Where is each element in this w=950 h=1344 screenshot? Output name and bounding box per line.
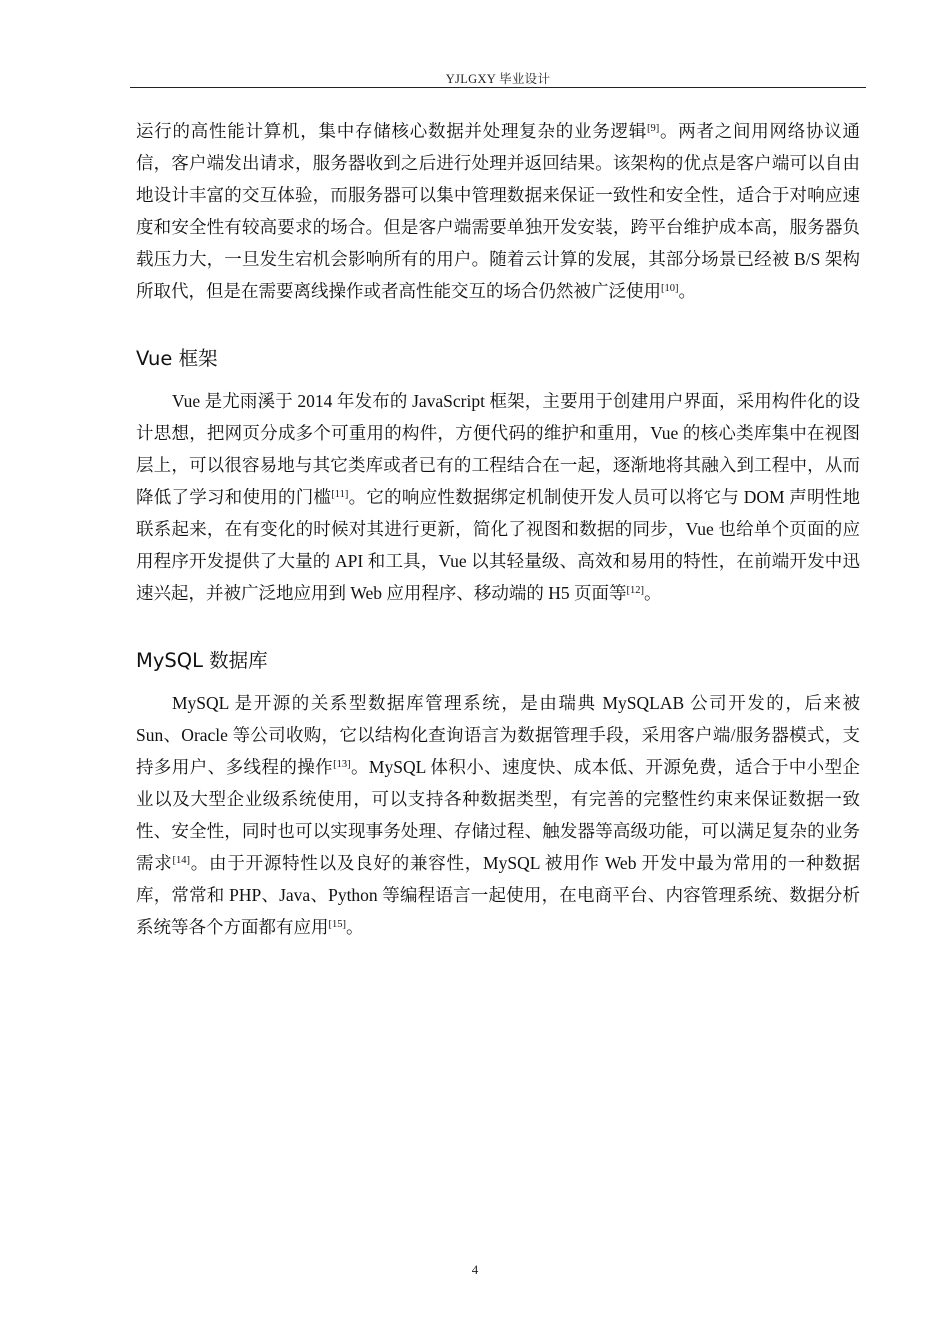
paragraph-text: 。	[678, 281, 696, 301]
paragraph-text: 运行的高性能计算机，集中存储核心数据并处理复杂的业务逻辑	[136, 121, 647, 141]
paragraph-cs-architecture	[136, 115, 860, 307]
section-heading-vue: Vue 框架	[136, 347, 218, 370]
citation[interactable]: [10]	[661, 283, 679, 294]
citation[interactable]: [11]	[331, 489, 349, 500]
paragraph-text: 。由于开源特性以及良好的兼容性，MySQL 被用作 Web 开发中最为常用的一种数据库，常常和 PHP、Java、Python 等编程语言一起使用，在电商平台、内容管理系统、数据分析系统等各个方面都有应用	[136, 853, 860, 937]
paragraph-text: MySQL 是开源的关系型数据库管理系统，是由瑞典 MySQLAB 公司开发的，后来被 Sun、Oracle 等公司收购，它以结构化查询语言为数据管理手段，采用客户端/服务器模式，支持多用户、多线程的操作	[136, 693, 860, 777]
page-header: YJLGXY 毕业设计	[445, 72, 551, 86]
citation[interactable]: [9]	[647, 123, 660, 134]
paragraph-text: 。它的响应性数据绑定机制使开发人员可以将它与 DOM 声明性地联系起来，在有变化的时候对其进行更新，简化了视图和数据的同步，Vue 也给单个页面的应用程序开发提供了大量的 API 和工具，Vue 以其轻量级、高效和易用的特性，在前端开发中迅速兴起，并被广泛地应用到 Web 应用程序、移动端的 H5 页面等	[136, 487, 860, 603]
paragraph-text: 。	[346, 917, 364, 937]
citation[interactable]: [12]	[626, 585, 645, 596]
section-heading-mysql: MySQL 数据库	[136, 649, 268, 672]
paragraph-text: Vue 是尤雨溪于 2014 年发布的 JavaScript 框架，主要用于创建用户界面，采用构件化的设计思想，把网页分成多个可重用的构件，方便代码的维护和重用，Vue 的核心类库集中在视图层上，可以很容易地与其它类库或者已有的工程结合在一起，逐渐地将其融入到工程中，从而降低了学习和使用的门槛	[136, 391, 860, 507]
header-rule	[130, 87, 866, 88]
page-number: 4	[471, 1262, 479, 1277]
page-body	[136, 115, 860, 943]
citation[interactable]: [14]	[172, 855, 191, 866]
paragraph-text: 。	[644, 583, 662, 603]
paragraph-mysql	[136, 687, 860, 943]
paragraph-text: 。两者之间用网络协议通信，客户端发出请求，服务器收到之后进行处理并返回结果。该架构的优点是客户端可以自由地设计丰富的交互体验，而服务器可以集中管理数据来保证一致性和安全性，适合于对响应速度和安全性有较高要求的场合。但是客户端需要单独开发安装，跨平台维护成本高，服务器负载压力大，一旦发生宕机会影响所有的用户。随着云计算的发展，其部分场景已经被 B/S 架构所取代，但是在需要离线操作或者高性能交互的场合仍然被广泛使用	[136, 121, 860, 301]
paragraph-vue	[136, 385, 860, 609]
citation[interactable]: [15]	[328, 919, 346, 930]
paragraph-text: 。MySQL 体积小、速度快、成本低、开源免费，适合于中小型企业以及大型企业级系统使用，可以支持各种数据类型，有完善的完整性约束来保证数据一致性、安全性，同时也可以实现事务处理、存储过程、触发器等高级功能，可以满足复杂的业务需求	[136, 757, 860, 873]
citation[interactable]: [13]	[333, 759, 351, 770]
